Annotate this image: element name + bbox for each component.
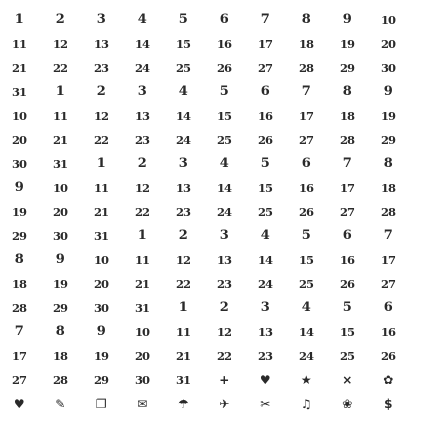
- date-number: 26: [380, 349, 395, 363]
- date-number: 12: [216, 325, 231, 339]
- date-number: 21: [134, 277, 149, 291]
- date-number: 6: [301, 156, 311, 171]
- date-number: 21: [93, 205, 108, 219]
- date-number: 3: [178, 156, 188, 171]
- symbol-sticker: +: [219, 373, 229, 387]
- date-number: 30: [93, 301, 108, 315]
- date-number: 12: [93, 109, 108, 123]
- symbol-sticker: ✂: [260, 397, 270, 411]
- date-number: 12: [175, 253, 190, 267]
- date-number: 3: [219, 228, 229, 243]
- date-number: 16: [380, 325, 395, 339]
- date-number: 16: [216, 37, 231, 51]
- date-number: 2: [55, 12, 65, 27]
- symbol-sticker: ★: [300, 373, 312, 387]
- date-number: 5: [219, 84, 229, 99]
- date-number: 16: [298, 181, 313, 195]
- symbol-sticker: ❐: [95, 397, 107, 411]
- date-number: 2: [96, 84, 106, 99]
- date-number: 30: [11, 157, 26, 171]
- sticker-row: [0, 104, 436, 128]
- date-number: 22: [216, 349, 231, 363]
- date-number: 31: [175, 373, 190, 387]
- date-number: 26: [339, 277, 354, 291]
- date-number: 26: [216, 61, 231, 75]
- date-number: 23: [134, 133, 149, 147]
- date-number: 20: [11, 133, 26, 147]
- date-number: 11: [175, 325, 190, 339]
- date-number: 24: [216, 205, 231, 219]
- date-number: 10: [134, 325, 149, 339]
- date-number: 19: [11, 205, 26, 219]
- date-number: 10: [380, 13, 395, 27]
- date-number: 6: [383, 300, 393, 315]
- date-number: 1: [14, 12, 24, 27]
- date-number: 19: [339, 37, 354, 51]
- date-number: 14: [134, 37, 149, 51]
- date-number: 8: [55, 324, 65, 339]
- date-number: 9: [55, 252, 65, 267]
- date-number: 27: [380, 277, 395, 291]
- sticker-row: [0, 80, 436, 104]
- date-number: 25: [216, 133, 231, 147]
- date-number: 13: [134, 109, 149, 123]
- date-number: 30: [52, 229, 67, 243]
- date-number: 30: [380, 61, 395, 75]
- date-number: 1: [96, 156, 106, 171]
- date-number: 19: [52, 277, 67, 291]
- sticker-row: [0, 56, 436, 80]
- date-number: 8: [383, 156, 393, 171]
- date-number: 29: [52, 301, 67, 315]
- date-number: 3: [137, 84, 147, 99]
- sticker-row: [0, 32, 436, 56]
- date-number: 20: [93, 277, 108, 291]
- symbol-sticker: ♥: [13, 397, 25, 411]
- date-number: 15: [175, 37, 190, 51]
- date-number: 9: [342, 12, 352, 27]
- date-number: 2: [137, 156, 147, 171]
- date-number: 9: [96, 324, 106, 339]
- date-number: 26: [298, 205, 313, 219]
- date-number: 20: [134, 349, 149, 363]
- symbol-sticker: ×: [342, 373, 352, 387]
- date-number: 18: [11, 277, 26, 291]
- date-number: 16: [339, 253, 354, 267]
- sticker-row: [0, 272, 436, 296]
- date-number: 13: [175, 181, 190, 195]
- sticker-row: [0, 224, 436, 248]
- symbol-sticker: ✈: [219, 397, 229, 411]
- symbol-sticker: $: [384, 397, 392, 411]
- date-number: 2: [219, 300, 229, 315]
- date-number: 4: [301, 300, 311, 315]
- date-number: 11: [134, 253, 149, 267]
- symbol-sticker: ✿: [383, 373, 393, 387]
- date-number: 24: [175, 133, 190, 147]
- date-number: 29: [339, 61, 354, 75]
- date-number: 25: [175, 61, 190, 75]
- date-number: 8: [301, 12, 311, 27]
- symbol-sticker: ♫: [300, 397, 312, 411]
- sticker-row: [0, 344, 436, 368]
- symbol-sticker: ✎: [55, 397, 65, 411]
- date-number: 26: [257, 133, 272, 147]
- sticker-row: [0, 200, 436, 224]
- date-number: 13: [257, 325, 272, 339]
- date-number: 23: [175, 205, 190, 219]
- sticker-row: [0, 8, 436, 32]
- date-number: 14: [216, 181, 231, 195]
- date-number: 15: [339, 325, 354, 339]
- date-number: 21: [175, 349, 190, 363]
- date-number: 29: [93, 373, 108, 387]
- symbol-sticker: ✉: [137, 397, 147, 411]
- date-number: 27: [11, 373, 26, 387]
- date-number: 18: [52, 349, 67, 363]
- date-number: 7: [260, 12, 270, 27]
- date-number: 18: [339, 109, 354, 123]
- date-number: 28: [298, 61, 313, 75]
- date-number: 15: [257, 181, 272, 195]
- date-number: 22: [52, 61, 67, 75]
- date-number: 2: [178, 228, 188, 243]
- date-number: 17: [339, 181, 354, 195]
- date-number: 5: [301, 228, 311, 243]
- date-number: 6: [342, 228, 352, 243]
- date-number: 14: [257, 253, 272, 267]
- date-number: 29: [11, 229, 26, 243]
- date-number: 3: [96, 12, 106, 27]
- date-number: 31: [93, 229, 108, 243]
- date-number: 1: [178, 300, 188, 315]
- sticker-row: [0, 296, 436, 320]
- date-number: 9: [14, 180, 24, 195]
- date-number: 4: [260, 228, 270, 243]
- date-number: 7: [301, 84, 311, 99]
- date-number: 28: [339, 133, 354, 147]
- date-number: 5: [342, 300, 352, 315]
- date-number: 9: [383, 84, 393, 99]
- sticker-row: [0, 392, 436, 416]
- date-number: 5: [260, 156, 270, 171]
- symbol-sticker: ☂: [177, 397, 189, 411]
- date-number: 19: [93, 349, 108, 363]
- date-number: 31: [11, 85, 26, 99]
- date-number: 11: [93, 181, 108, 195]
- date-number: 25: [339, 349, 354, 363]
- date-number: 25: [257, 205, 272, 219]
- sticker-row: [0, 368, 436, 392]
- sticker-row: [0, 128, 436, 152]
- date-number: 31: [134, 301, 149, 315]
- date-number: 8: [342, 84, 352, 99]
- date-number: 13: [93, 37, 108, 51]
- symbol-sticker: ❀: [342, 397, 352, 411]
- date-number: 14: [175, 109, 190, 123]
- date-number: 17: [257, 37, 272, 51]
- date-number: 7: [342, 156, 352, 171]
- date-number: 16: [257, 109, 272, 123]
- sticker-row: [0, 152, 436, 176]
- sticker-row: [0, 320, 436, 344]
- date-number: 4: [137, 12, 147, 27]
- date-number: 12: [134, 181, 149, 195]
- date-number: 6: [260, 84, 270, 99]
- date-number: 10: [52, 181, 67, 195]
- date-number: 17: [11, 349, 26, 363]
- date-number: 17: [298, 109, 313, 123]
- date-number: 20: [52, 205, 67, 219]
- date-number: 6: [219, 12, 229, 27]
- date-number: 28: [380, 205, 395, 219]
- date-number: 7: [383, 228, 393, 243]
- date-number: 15: [298, 253, 313, 267]
- date-number: 10: [11, 109, 26, 123]
- sticker-row: [0, 248, 436, 272]
- date-number: 25: [298, 277, 313, 291]
- date-number: 11: [52, 109, 67, 123]
- date-number: 8: [14, 252, 24, 267]
- date-number: 27: [257, 61, 272, 75]
- date-number: 29: [380, 133, 395, 147]
- date-number: 21: [11, 61, 26, 75]
- date-number: 4: [178, 84, 188, 99]
- date-number: 18: [298, 37, 313, 51]
- date-number: 23: [257, 349, 272, 363]
- date-number: 10: [93, 253, 108, 267]
- date-number: 23: [93, 61, 108, 75]
- date-number: 23: [216, 277, 231, 291]
- date-number: 5: [178, 12, 188, 27]
- date-number: 21: [52, 133, 67, 147]
- date-number: 28: [52, 373, 67, 387]
- date-number: 20: [380, 37, 395, 51]
- date-number: 18: [380, 181, 395, 195]
- date-number: 24: [257, 277, 272, 291]
- date-number: 22: [175, 277, 190, 291]
- date-number: 1: [55, 84, 65, 99]
- sticker-row: [0, 176, 436, 200]
- date-number: 22: [134, 205, 149, 219]
- date-number: 15: [216, 109, 231, 123]
- date-number: 17: [380, 253, 395, 267]
- date-number: 27: [339, 205, 354, 219]
- symbol-sticker: ♥: [259, 373, 271, 387]
- date-number: 31: [52, 157, 67, 171]
- date-number: 12: [52, 37, 67, 51]
- date-number: 24: [298, 349, 313, 363]
- date-number: 22: [93, 133, 108, 147]
- date-number: 11: [11, 37, 26, 51]
- date-number: 19: [380, 109, 395, 123]
- date-number: 14: [298, 325, 313, 339]
- date-number: 7: [14, 324, 24, 339]
- date-number: 3: [260, 300, 270, 315]
- date-number: 4: [219, 156, 229, 171]
- date-number: 1: [137, 228, 147, 243]
- date-number: 28: [11, 301, 26, 315]
- date-number: 27: [298, 133, 313, 147]
- date-number: 13: [216, 253, 231, 267]
- date-number: 24: [134, 61, 149, 75]
- date-number: 30: [134, 373, 149, 387]
